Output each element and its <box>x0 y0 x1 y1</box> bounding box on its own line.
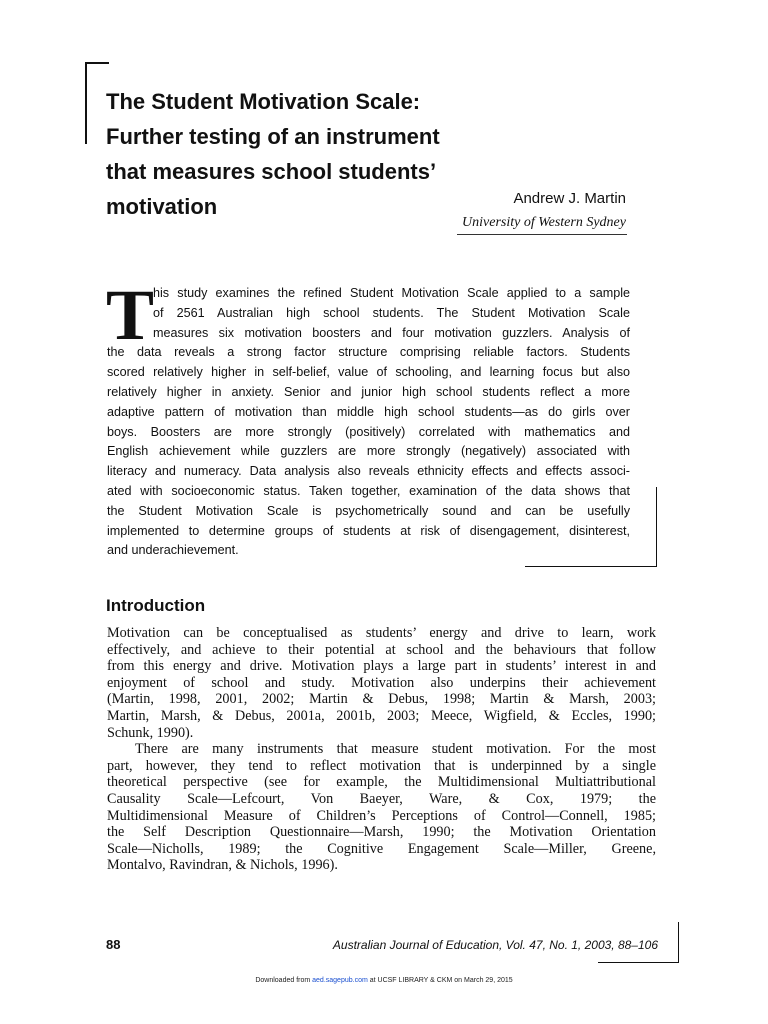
author-name: Andrew J. Martin <box>513 190 626 207</box>
body-line: Causality Scale—Lefcourt, Von Baeyer, Ware, & Cox, 1979; the <box>107 790 656 807</box>
body-line: Scale—Nicholls, 1989; the Cognitive Engagement Scale—Miller, Greene, <box>107 840 656 857</box>
page-number: 88 <box>106 937 121 952</box>
download-prefix: Downloaded from <box>255 977 313 984</box>
body-line: part, however, they tend to reflect motivation that is underpinned by a single <box>107 757 656 774</box>
body-line: enjoyment of school and study. Motivation also underpins their achievement <box>107 674 656 691</box>
body-line: effectively, and achieve to their potential at school and the behaviours that follow <box>107 641 656 658</box>
footer-bracket-horizontal <box>598 962 679 963</box>
footer-bracket-vertical <box>678 922 679 962</box>
body-line: (Martin, 1998, 2001, 2002; Martin & Debus, 1998; Martin & Marsh, 2003; <box>107 691 656 708</box>
download-link[interactable]: aed.sagepub.com <box>312 977 368 984</box>
body-line: from this energy and drive. Motivation plays a large part in students’ interest in and <box>107 658 656 675</box>
abstract-bracket-horizontal <box>525 566 657 567</box>
body-line: Martin, Marsh, & Debus, 2001a, 2001b, 2003; Meece, Wigfield, & Eccles, 1990; <box>107 707 656 724</box>
abstract-line: ated with socioeconomic status. Taken together, examination of the data shows that <box>107 483 630 498</box>
abstract-line: literacy and numeracy. Data analysis also reveals ethnicity effects and effects associ- <box>107 464 630 479</box>
body-line: theoretical perspective (see for example, the Multidimensional Multiattributional <box>107 774 656 791</box>
abstract-line: English achievement while guzzlers are more strongly (negatively) associated with <box>107 444 630 459</box>
author-affiliation: University of Western Sydney <box>462 215 626 230</box>
body-line: There are many instruments that measure student motivation. For the most <box>135 741 656 758</box>
title-line: motivation <box>106 194 218 219</box>
download-note <box>0 977 768 984</box>
affiliation-underline <box>457 234 627 235</box>
section-heading: Introduction <box>106 596 206 615</box>
journal-citation: Australian Journal of Education, Vol. 47, No. 1, 2003, 88–106 <box>332 938 658 952</box>
abstract-line: implemented to determine groups of students at risk of disengagement, disinterest, <box>107 523 630 538</box>
abstract-line: the Student Motivation Scale is psychometrically sound and can be usefully <box>107 503 630 518</box>
body-line: the Self Description Questionnaire—Marsh, 1990; the Motivation Orientation <box>107 824 656 841</box>
body-line: Montalvo, Ravindran, & Nichols, 1996). <box>107 857 338 874</box>
body-line: Multidimensional Measure of Children’s Perceptions of Control—Connell, 1985; <box>107 807 656 824</box>
body-line: Schunk, 1990). <box>107 724 194 741</box>
abstract-line: his study examines the refined Student Motivation Scale applied to a sample <box>153 286 630 300</box>
title-line: Further testing of an instrument <box>106 124 440 149</box>
download-suffix: at UCSF LIBRARY & CKM on March 29, 2015 <box>367 977 513 984</box>
body-text <box>107 625 656 874</box>
abstract-line: relatively higher in anxiety. Senior and junior high school students reflect a more <box>107 384 630 399</box>
abstract-line: measures six motivation boosters and four motivation guzzlers. Analysis of <box>153 325 630 340</box>
abstract-line: the data reveals a strong factor structure comprising reliable factors. Students <box>107 345 630 360</box>
abstract-line: boys. Boosters are more strongly (positively) correlated with mathematics and <box>107 424 630 439</box>
abstract <box>107 284 630 561</box>
abstract-drop-cap: T <box>106 275 155 355</box>
title-bracket-horizontal <box>85 62 109 64</box>
title-line: that measures school students’ <box>106 159 437 184</box>
body-line: Motivation can be conceptualised as students’ energy and drive to learn, work <box>107 625 656 641</box>
abstract-line: adaptive pattern of motivation than middle high school students—as do girls over <box>107 404 630 419</box>
abstract-line: of 2561 Australian high school students. The Student Motivation Scale <box>153 305 630 320</box>
abstract-line: and underachievement. <box>107 543 239 558</box>
abstract-line: scored relatively higher in self-belief, value of schooling, and learning focus but also <box>107 365 630 380</box>
abstract-bracket-vertical <box>656 487 657 567</box>
title-bracket-vertical <box>85 62 87 144</box>
title-line: The Student Motivation Scale: <box>106 89 421 114</box>
